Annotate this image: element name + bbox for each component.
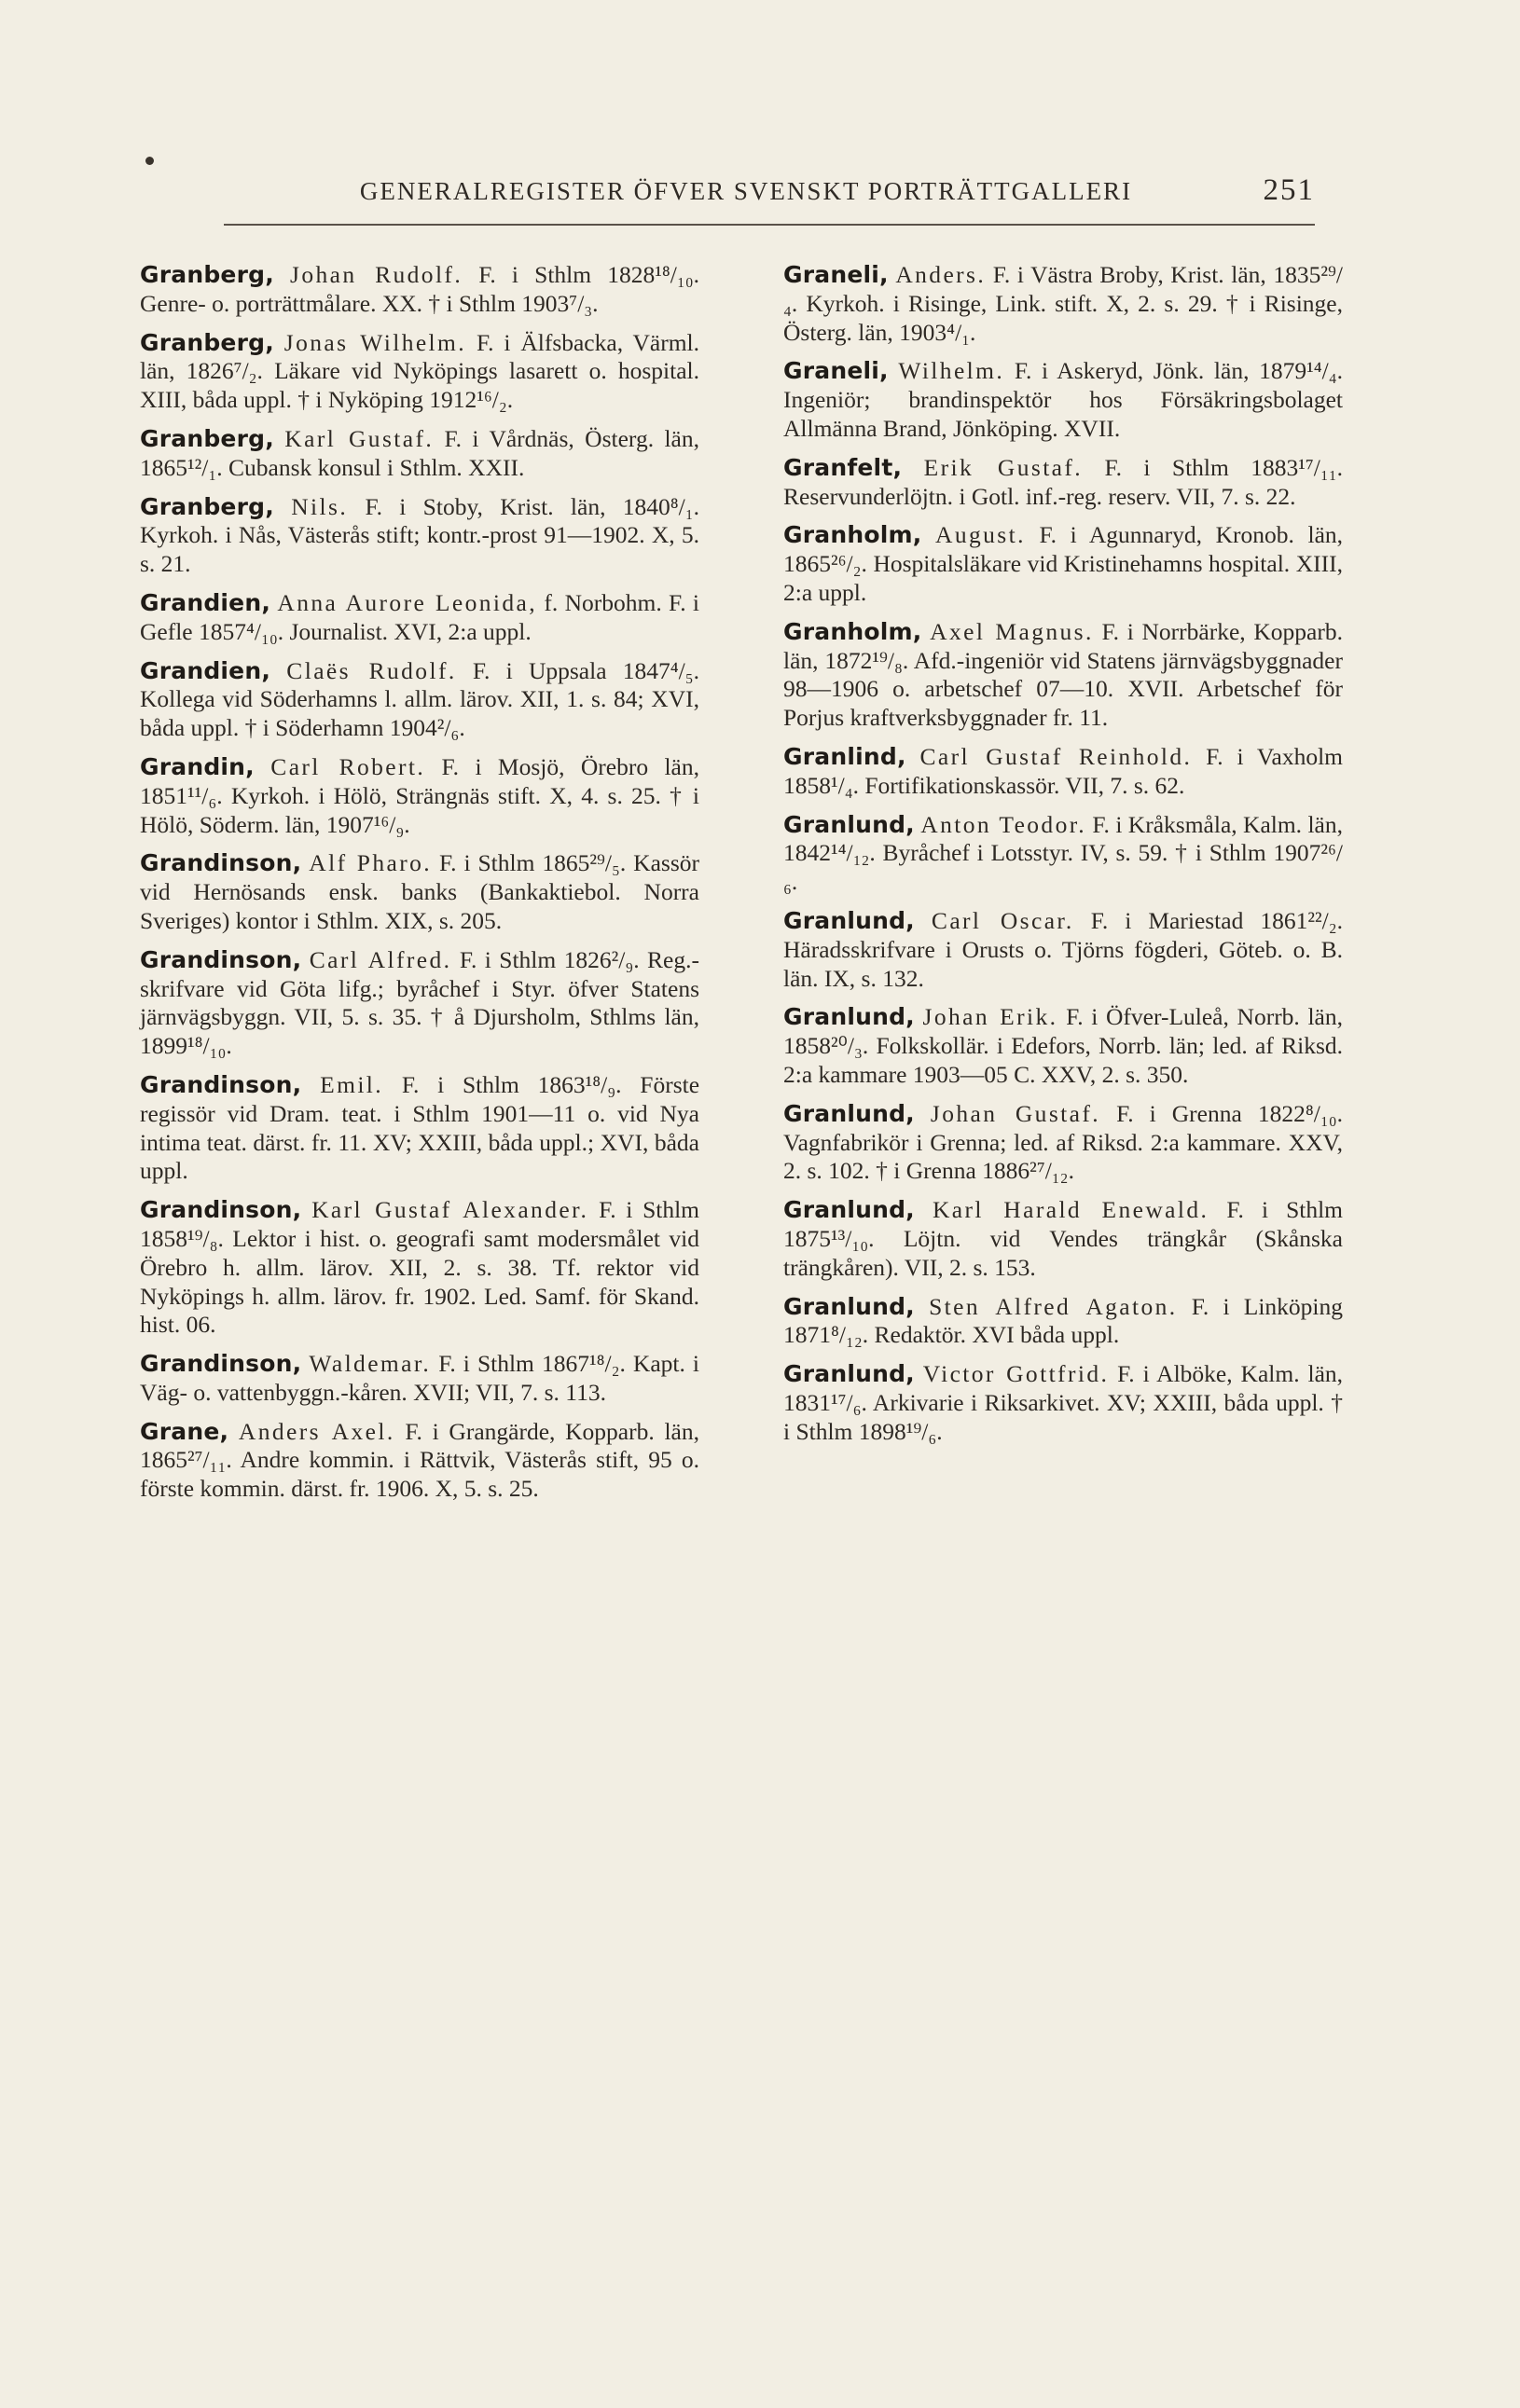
entry-details: F. i Vaxholm 1858¹/₄. Fortifikationskassör. VII, 7. s. 62. — [783, 742, 1343, 799]
register-entry — [140, 1071, 699, 1186]
entry-details: F. i Sthlm 1858¹⁹/₈. Lektor i hist. o. geografi samt modersmålet vid Örebro h. allm. lärov. XII, 2. s. 38. Tf. rektor vid Nyköpings h. allm. lärov. fr. 1902. Led. Samf. för Skand. hist. 06. — [140, 1196, 700, 1339]
entry-given-names: Anna Aurore Leonida, — [277, 588, 538, 616]
register-entry — [783, 1003, 1343, 1089]
entry-surname: Granfelt, — [783, 453, 903, 481]
entry-surname: Grandin, — [140, 752, 255, 780]
page-number: 251 — [1263, 173, 1315, 207]
entry-given-names: Claës Rudolf. — [286, 656, 457, 684]
entry-given-names: Axel Magnus. — [930, 617, 1094, 645]
entry-given-names: Johan Erik. — [922, 1003, 1058, 1031]
entry-details: F. i Sthlm 1867¹⁸/₂. Kapt. i Väg- o. vattenbyggn.-kåren. XVII; VII, 7. s. 113. — [140, 1350, 700, 1406]
register-entry — [140, 261, 699, 319]
entry-given-names: Emil. — [320, 1070, 384, 1098]
entry-details: F. i Stoby, Krist. län, 1840⁸/₁. Kyrkoh. i Nås, Västerås stift; kontr.-prost 91—1902. X, 5. s. 21. — [140, 492, 700, 578]
register-entry — [783, 1100, 1343, 1186]
entry-given-names: Karl Harald Enewald. — [932, 1196, 1209, 1224]
register-entry — [140, 1350, 699, 1408]
entry-surname: Graneli, — [783, 261, 889, 288]
entry-surname: Granlund, — [783, 1196, 915, 1224]
entry-given-names: Wilhelm. — [898, 357, 1005, 385]
entry-given-names: Sten Alfred Agaton. — [929, 1292, 1178, 1320]
register-entry — [140, 946, 699, 1061]
entry-given-names: Erik Gustaf. — [923, 453, 1084, 481]
register-entry — [140, 753, 699, 839]
register-entry — [783, 521, 1343, 607]
entry-surname: Grandien, — [140, 588, 271, 616]
entry-details: F. i Sthlm 1826²/₉. Reg.-skrifvare vid Göta lifg.; byråchef i Styr. öfver Statens järnvägsbyggn. VII, 5. s. 35. † å Djursholm, Sthlms län, 1899¹⁸/₁₀. — [140, 945, 699, 1060]
entry-details: F. i Sthlm 1865²⁹/₅. Kassör vid Hernösands ensk. banks (Bankaktiebol. Norra Sveriges) kontor i Sthlm. XIX, s. 205. — [140, 849, 699, 934]
entry-given-names: August. — [935, 521, 1026, 549]
register-entry — [783, 357, 1343, 443]
entry-surname: Granholm, — [783, 617, 922, 645]
register-entry — [140, 425, 699, 483]
margin-dot-mark — [145, 157, 154, 165]
entry-details: F. i Älfsbacka, Värml. län, 1826⁷/₂. Läkare vid Nyköpings lasarett o. hospital. XIII, båda uppl. † i Nyköping 1912¹⁶/₂. — [140, 328, 700, 414]
entry-surname: Granlund, — [783, 1292, 915, 1320]
entry-surname: Granberg, — [140, 261, 274, 288]
entry-surname: Granlund, — [783, 1360, 915, 1388]
entry-surname: Granberg, — [140, 492, 274, 520]
entry-details: F. i Grangärde, Kopparb. län, 1865²⁷/₁₁. Andre kommin. i Rättvik, Västerås stift, 95 o. förste kommin. därst. fr. 1906. X, 5. s. 25. — [140, 1417, 699, 1503]
register-entry — [783, 743, 1343, 801]
entry-details: F. i Mosjö, Örebro län, 1851¹¹/₆. Kyrkoh. i Hölö, Strängnäs stift. X, 4. s. 25. † i Hölö, Söderm. län, 1907¹⁶/₉. — [140, 752, 700, 838]
entry-details: F. i Öfver-Luleå, Norrb. län, 1858²⁰/₃. Folkskollär. i Edefors, Norrb. län; led. af Riksd. 2:a kammare 1903—05 C. XXV, 2. s. 350. — [783, 1003, 1344, 1088]
entry-details: f. Norbohm. F. i Gefle 1857⁴/₁₀. Journalist. XVI, 2:a uppl. — [140, 588, 699, 645]
entry-surname: Grane, — [140, 1417, 229, 1445]
register-entry — [783, 618, 1343, 733]
entry-given-names: Nils. — [291, 492, 349, 520]
entry-surname: Grandinson, — [140, 945, 302, 973]
entry-details: F. i Sthlm 1828¹⁸/₁₀. Genre- o. porträttmålare. XX. † i Sthlm 1903⁷/₃. — [140, 261, 700, 317]
entry-surname: Graneli, — [783, 357, 889, 385]
register-entry — [140, 849, 699, 935]
entry-given-names: Johan Gustaf. — [930, 1099, 1101, 1127]
entry-details: F. i Sthlm 1883¹⁷/₁₁. Reservunderlöjtn. i Gotl. inf.-reg. reserv. VII, 7. s. 22. — [783, 453, 1344, 510]
entry-details: F. i Uppsala 1847⁴/₅. Kollega vid Söderhamns l. allm. lärov. XII, 1. s. 84; XVI, båda uppl. † i Söderhamn 1904²/₆. — [140, 656, 700, 742]
entry-details: F. i Norrbärke, Kopparb. län, 1872¹⁹/₈. Afd.-ingeniör vid Statens järnvägsbyggnader 98—1906 o. arbetschef 07—10. XVII. Arbetschef för Porjus kraftverksbyggnader fr. 11. — [783, 617, 1343, 732]
register-entry — [140, 329, 699, 415]
register-entry — [783, 1196, 1343, 1282]
register-entry — [140, 493, 699, 579]
entry-surname: Granlund, — [783, 1099, 915, 1127]
entry-given-names: Anders Axel. — [238, 1417, 395, 1445]
entry-given-names: Carl Alfred. — [309, 945, 452, 973]
entry-details: F. i Sthlm 1863¹⁸/₉. Förste regissör vid Dram. teat. i Sthlm 1901—11 o. vid Nya intima teat. därst. fr. 11. XV; XXIII, båda uppl.; XVI, båda uppl. — [140, 1070, 700, 1185]
entry-given-names: Waldemar. — [309, 1350, 432, 1378]
entry-surname: Granlund, — [783, 906, 915, 934]
entry-details: F. i Askeryd, Jönk. län, 1879¹⁴/₄. Ingeniör; brandinspektör hos Försäkringsbolaget Allmänna Brand, Jönköping. XVII. — [783, 357, 1343, 442]
entry-surname: Granlind, — [783, 742, 906, 770]
register-entry — [783, 811, 1343, 897]
register-entry — [783, 454, 1343, 512]
entry-surname: Granberg, — [140, 328, 274, 356]
entry-given-names: Carl Oscar. — [931, 906, 1074, 934]
entry-given-names: Karl Gustaf. — [284, 424, 435, 452]
right-column — [783, 261, 1343, 1456]
entry-surname: Grandinson, — [140, 849, 302, 877]
entry-surname: Grandinson, — [140, 1350, 302, 1378]
entry-surname: Granberg, — [140, 424, 274, 452]
running-title: GENERALREGISTER ÖFVER SVENSKT PORTRÄTTGALLERI — [359, 177, 1133, 205]
entry-surname: Granlund, — [783, 810, 915, 838]
entry-details: F. i Agunnaryd, Kronob. län, 1865²⁶/₂. Hospitalsläkare vid Kristinehamns hospital. XIII, 2:a uppl. — [783, 521, 1344, 606]
entry-surname: Granlund, — [783, 1003, 915, 1031]
register-entry — [783, 1360, 1343, 1446]
page-header — [224, 173, 1315, 220]
entry-given-names: Carl Gustaf Reinhold. — [919, 742, 1193, 770]
register-entry — [140, 1196, 699, 1340]
entry-given-names: Karl Gustaf Alexander. — [311, 1196, 589, 1224]
entry-details: F. i Alböke, Kalm. län, 1831¹⁷/₆. Arkivarie i Riksarkivet. XV; XXIII, båda uppl. † i Sthlm 1898¹⁹/₆. — [783, 1360, 1344, 1445]
header-rule — [224, 224, 1315, 226]
entry-details: F. i Mariestad 1861²²/₂. Häradsskrifvare i Orusts o. Tjörns fögderi, Göteb. o. B. län. IX, s. 132. — [783, 906, 1344, 992]
entry-details: F. i Kråksmåla, Kalm. län, 1842¹⁴/₁₂. Byråchef i Lotsstyr. IV, s. 59. † i Sthlm 1907²⁶/₆. — [783, 810, 1343, 896]
entry-surname: Grandinson, — [140, 1070, 302, 1098]
entry-given-names: Johan Rudolf. — [290, 261, 463, 288]
register-entry — [140, 1418, 699, 1504]
entry-given-names: Carl Robert. — [270, 752, 426, 780]
left-column — [140, 261, 699, 1514]
entry-details: F. i Linköping 1871⁸/₁₂. Redaktör. XVI båda uppl. — [783, 1292, 1344, 1349]
entry-surname: Granholm, — [783, 521, 922, 549]
entry-surname: Grandien, — [140, 656, 271, 684]
entry-given-names: Alf Pharo. — [309, 849, 433, 877]
register-entry — [140, 657, 699, 743]
entry-details: F. i Vårdnäs, Österg. län, 1865¹²/₁. Cubansk konsul i Sthlm. XXII. — [140, 424, 699, 481]
register-entry — [783, 907, 1343, 993]
entry-given-names: Jonas Wilhelm. — [283, 328, 467, 356]
entry-given-names: Anders. — [895, 261, 987, 288]
entry-given-names: Anton Teodor. — [920, 810, 1086, 838]
entry-details: F. i Grenna 1822⁸/₁₀. Vagnfabrikör i Grenna; led. af Riksd. 2:a kammare. XXV, 2. s. 102. † i Grenna 1886²⁷/₁₂. — [783, 1099, 1343, 1185]
register-entry — [783, 1293, 1343, 1351]
register-entry — [140, 589, 699, 647]
entry-details: F. i Västra Broby, Krist. län, 1835²⁹/₄. Kyrkoh. i Risinge, Link. stift. X, 2. s. 29. † i Risinge, Österg. län, 1903⁴/₁. — [783, 261, 1344, 346]
entry-given-names: Victor Gottfrid. — [922, 1360, 1110, 1388]
register-entry — [783, 261, 1343, 347]
entry-surname: Grandinson, — [140, 1196, 302, 1224]
entry-details: F. i Sthlm 1875¹³/₁₀. Löjtn. vid Vendes trängkår (Skånska trängkåren). VII, 2. s. 153. — [783, 1196, 1344, 1281]
